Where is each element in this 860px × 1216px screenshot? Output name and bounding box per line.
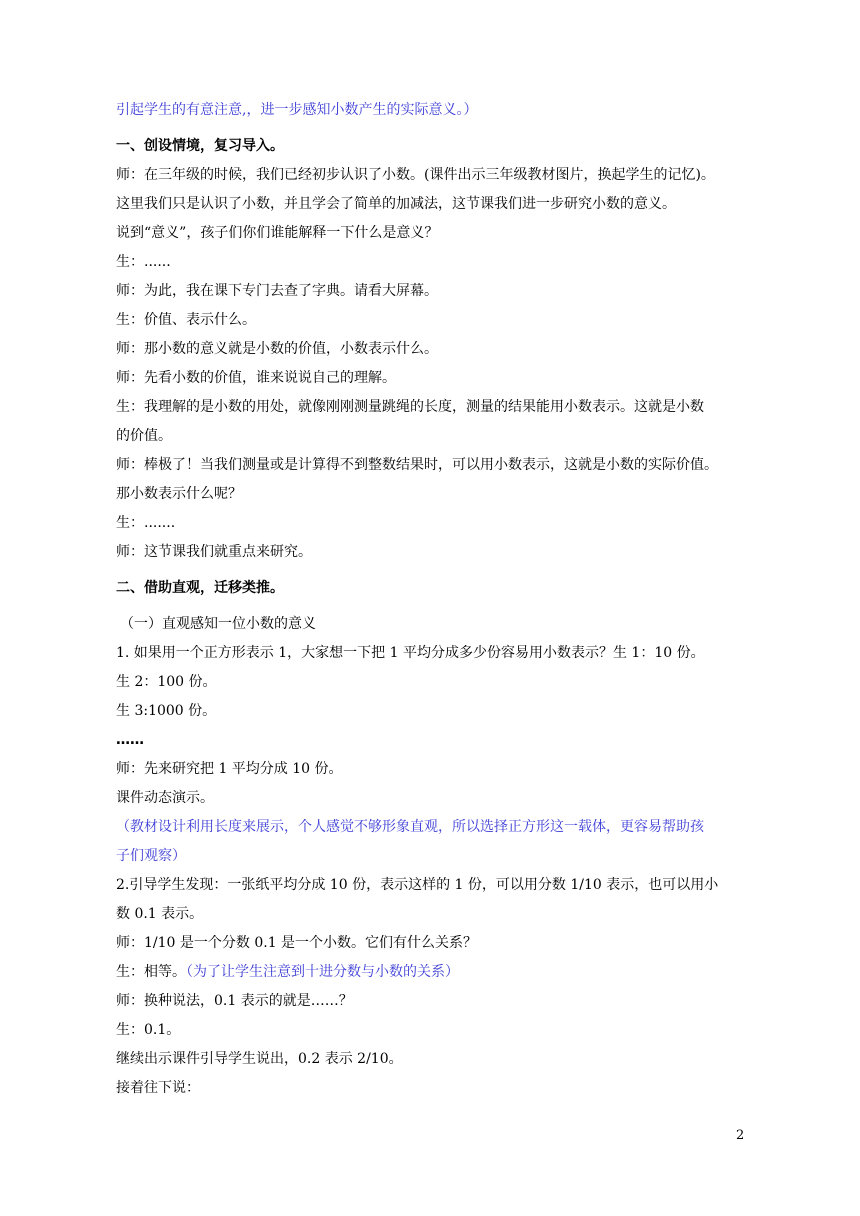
- paragraph-line-with-note: [116, 958, 746, 987]
- paragraph-line: 师：换种说法，0.1 表示的就是……？: [116, 993, 353, 1009]
- paragraph-line: 生：.......: [116, 515, 176, 531]
- paragraph-line: 那小数表示什么呢？: [116, 486, 242, 502]
- paragraph-line: 师：在三年级的时候，我们已经初步认识了小数。(课件出示三年级教材图片，换起学生的记忆)。: [116, 167, 715, 183]
- paragraph-line: 师：棒极了！当我们测量或是计算得不到整数结果时，可以用小数表示，这就是小数的实际价值。: [116, 457, 718, 473]
- page-number: 2: [736, 1128, 745, 1143]
- paragraph-line: 生 2：100 份。: [116, 674, 217, 690]
- paragraph-line: 师：先看小数的价值，谁来说说自己的理解。: [116, 370, 396, 386]
- subsection-heading: （一）直观感知一位小数的意义: [120, 616, 316, 632]
- teaching-note-inline: （为了让学生注意到十进分数与小数的关系）: [186, 964, 459, 980]
- paragraph-line: 师：为此，我在课下专门去查了字典。请看大屏幕。: [116, 283, 438, 299]
- teaching-note-line: 引起学生的有意注意,，进一步感知小数产生的实际意义。）: [116, 102, 478, 118]
- paragraph-line: 生：0.1。: [116, 1022, 181, 1038]
- paragraph-line: 这里我们只是认识了小数，并且学会了简单的加减法，这节课我们进一步研究小数的意义。: [116, 196, 676, 212]
- paragraph-line: 课件动态演示。: [116, 790, 214, 806]
- paragraph-line: 生：价值、表示什么。: [116, 312, 256, 328]
- paragraph-line: 生：......: [116, 254, 171, 270]
- paragraph-line: 继续出示课件引导学生说出，0.2 表示 2/10。: [116, 1051, 403, 1067]
- teaching-note-line: 子们观察）: [116, 848, 186, 864]
- paragraph-line: 1. 如果用一个正方形表示 1，大家想一下把 1 平均分成多少份容易用小数表示？生 1：10 份。: [116, 645, 705, 661]
- paragraph-line: 数 0.1 表示。: [116, 906, 204, 922]
- paragraph-line: 说到“意义”，孩子们你们谁能解释一下什么是意义？: [116, 225, 439, 241]
- paragraph-line: 生 3:1000 份。: [116, 703, 217, 719]
- paragraph-line: 2.引导学生发现：一张纸平均分成 10 份，表示这样的 1 份，可以用分数 1/10 表示，也可以用小: [116, 877, 719, 893]
- paragraph-line: 师：这节课我们就重点来研究。: [116, 544, 312, 560]
- document-body: [116, 96, 746, 1103]
- section-heading-2: 二、借助直观，迁移类推。: [116, 580, 284, 596]
- section-heading-1: 一、创设情境，复习导入。: [116, 138, 284, 154]
- teaching-note-line: （教材设计利用长度来展示，个人感觉不够形象直观，所以选择正方形这一载体，更容易帮助孩: [116, 819, 704, 835]
- paragraph-line: 师：先来研究把 1 平均分成 10 份。: [116, 761, 343, 777]
- paragraph-line: 师：那小数的意义就是小数的价值，小数表示什么。: [116, 341, 438, 357]
- answer-text: 生：相等。: [116, 964, 186, 980]
- ellipsis-line: ……: [116, 732, 144, 748]
- paragraph-line: 的价值。: [116, 428, 172, 444]
- paragraph-line: 师：1/10 是一个分数 0.1 是一个小数。它们有什么关系？: [116, 935, 478, 951]
- paragraph-line: 接着往下说：: [116, 1080, 200, 1096]
- paragraph-line: 生：我理解的是小数的用处，就像刚刚测量跳绳的长度，测量的结果能用小数表示。这就是小数: [116, 399, 704, 415]
